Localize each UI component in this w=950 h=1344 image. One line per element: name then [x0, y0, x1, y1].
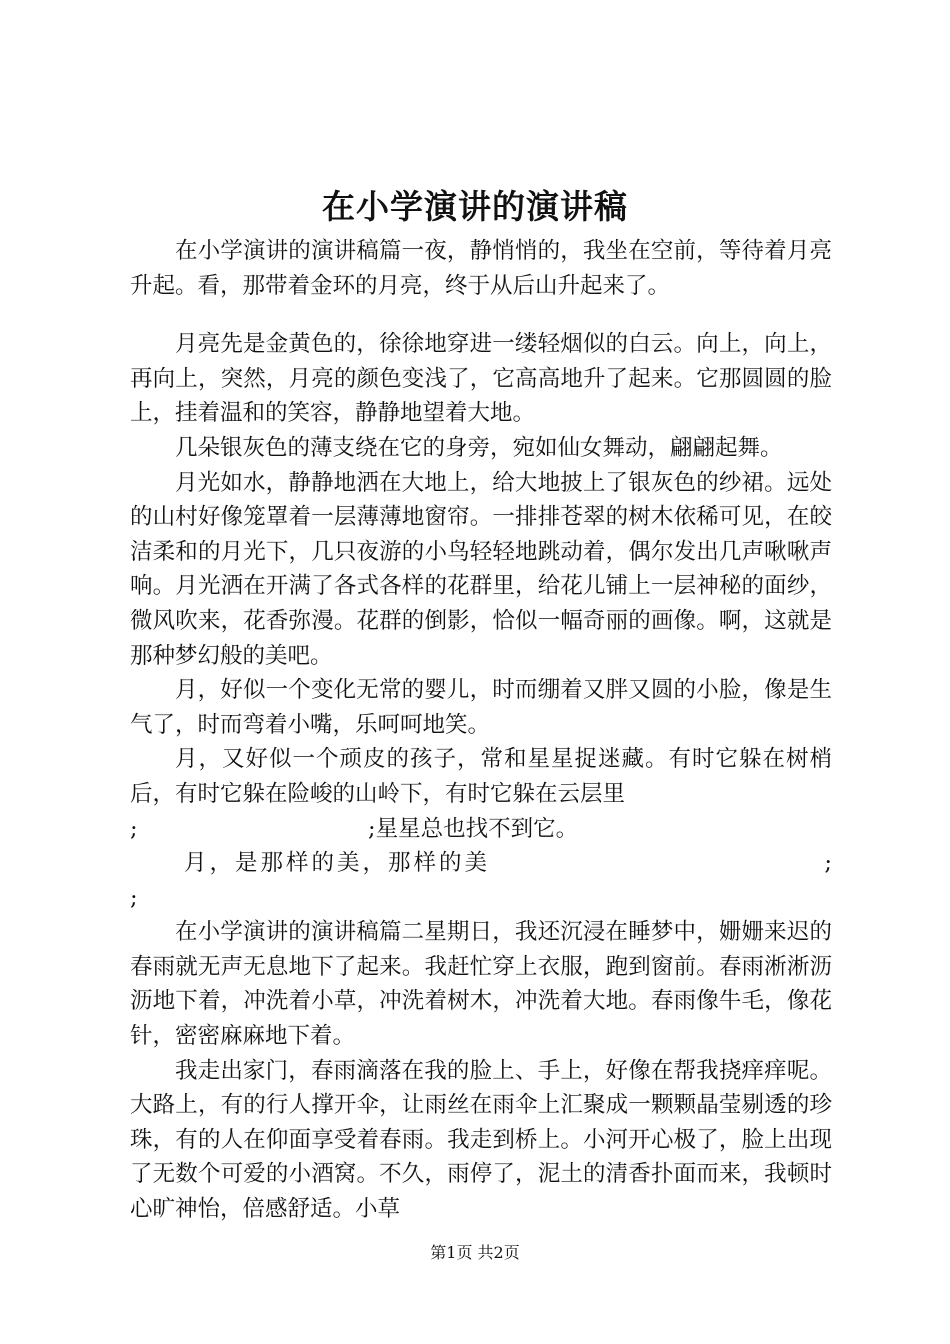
fragment-line-c: ; [130, 884, 138, 911]
paragraph-4: 月光如水，静静地洒在大地上，给大地披上了银灰色的纱裙。远处的山村好像笼罩着一层薄薄地窗帘。一排排苍翠的树木依稀可见，在皎洁柔和的月光下，几只夜游的小鸟轻轻地跳动着，偶尔发出几声啾啾声响。月光洒在开满了各式各样的花群里，给花儿铺上一层神秘的面纱，微风吹来，花香弥漫。花群的倒影，恰似一幅奇丽的画像。啊，这就是那种梦幻般的美吧。 [130, 469, 832, 669]
fragment-line-a [130, 812, 832, 847]
fragment-b-left: 月，是那样的美，那样的美 [184, 850, 491, 877]
paragraph-1: 在小学演讲的演讲稿篇一夜，静悄悄的，我坐在空前，等待着月亮升起。看，那带着金环的月亮，终于从后山升起来了。 [130, 238, 832, 299]
fragment-b-right: ; [824, 850, 832, 877]
paragraph-7: 在小学演讲的演讲稿篇二星期日，我还沉浸在睡梦中，姗姗来迟的春雨就无声无息地下了起来。我赶忙穿上衣服，跑到窗前。春雨淅淅沥沥地下着，冲洗着小草，冲洗着树木，冲洗着大地。春雨像牛毛，像花针，密密麻麻地下着。 [130, 919, 832, 1050]
paragraph-3: 几朵银灰色的薄支绕在它的身旁，宛如仙女舞动，翩翩起舞。 [175, 434, 783, 461]
document-title: 在小学演讲的演讲稿 [322, 187, 628, 226]
document-body [130, 234, 832, 1227]
fragment-line-b [130, 846, 832, 881]
fragment-a-left: ; [130, 815, 138, 842]
fragment-a-right: ;星星总也找不到它。 [368, 815, 579, 842]
paragraph-8: 我走出家门，春雨滴落在我的脸上、手上，好像在帮我挠痒痒呢。大路上，有的行人撑开伞，让雨丝在雨伞上汇聚成一颗颗晶莹剔透的珍珠，有的人在仰面享受着春雨。我走到桥上。小河开心极了，脸上出现了无数个可爱的小酒窝。不久，雨停了，泥土的清香扑面而来，我顿时心旷神怡，倍感舒适。小草 [130, 1057, 832, 1223]
paragraph-2: 月亮先是金黄色的，徐徐地穿进一缕轻烟似的白云。向上，向上，再向上，突然，月亮的颜色变浅了，它高高地升了起来。它那圆圆的脸上，挂着温和的笑容，静静地望着大地。 [130, 331, 832, 427]
paragraph-6: 月，又好似一个顽皮的孩子，常和星星捉迷藏。有时它躲在树梢后，有时它躲在险峻的山岭下，有时它躲在云层里 [130, 746, 832, 807]
paragraph-5: 月，好似一个变化无常的婴儿，时而绷着又胖又圆的小脸，像是生气了，时而弯着小嘴，乐呵呵地笑。 [130, 677, 832, 738]
page-footer: 第1页 共2页 [430, 1243, 520, 1262]
